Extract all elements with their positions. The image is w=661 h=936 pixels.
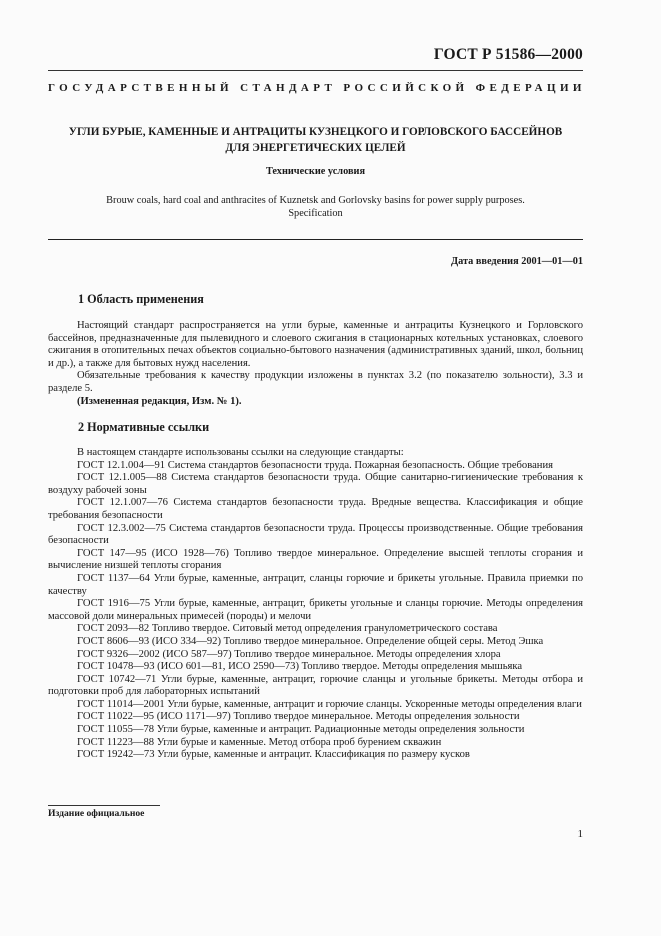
reference-item: ГОСТ 1916—75 Угли бурые, каменные, антрацит, брикеты угольные и сланцы горючие. Методы определения массовой доли минеральных примесей (породы) и мелочи: [48, 598, 583, 622]
reference-item: ГОСТ 1137—64 Угли бурые, каменные, антрацит, сланцы горючие и брикеты угольные. Правила приемки по качеству: [48, 572, 583, 597]
reference-item: ГОСТ 11014—2001 Угли бурые, каменные, антрацит и горючие сланцы. Ускоренные методы определения влаги: [77, 698, 582, 710]
section-2-heading: 2 Нормативные ссылки: [78, 420, 210, 434]
section-1-amendment: (Измененная редакция, Изм. № 1).: [77, 395, 242, 407]
standard-number: ГОСТ Р 51586—2000: [433, 46, 583, 63]
reference-item: ГОСТ 11055—78 Угли бурые, каменные и антрацит. Радиационные методы определения зольности: [77, 724, 525, 736]
reference-item: ГОСТ 12.1.005—88 Система стандартов безопасности труда. Общие санитарно-гигиенические требования к воздуху рабочей зоны: [48, 472, 583, 496]
footer-divider: [48, 805, 160, 806]
section-1-paragraph-1: Настоящий стандарт распространяется на угли бурые, каменные и антрациты Кузнецкого и Горловского бассейнов, предназначенные для пылевидного и слоевого сжигания в стационарных котельных установках, слоевого сжигания в отопительных печах объектов социально-бытового назначения (административных зданий, школ, больниц и др.), а также для бытовых нужд населения.: [48, 320, 583, 369]
reference-item: ГОСТ 19242—73 Угли бурые, каменные и антрацит. Классификация по размеру кусков: [77, 749, 470, 761]
title-divider: [48, 239, 583, 240]
organization-heading: ГОСУДАРСТВЕННЫЙ СТАНДАРТ РОССИЙСКОЙ ФЕДЕРАЦИИ: [48, 82, 586, 94]
reference-item: ГОСТ 12.1.004—91 Система стандартов безопасности труда. Пожарная безопасность. Общие требования: [77, 459, 553, 471]
reference-item: ГОСТ 10742—71 Угли бурые, каменные, антрацит, горючие сланцы и угольные брикеты. Методы отбора и подготовки проб для лабораторных испытаний: [48, 673, 583, 698]
reference-item: ГОСТ 147—95 (ИСО 1928—76) Топливо твердое минеральное. Определение высшей теплоты сгорания и вычисление низшей теплоты сгорания: [48, 547, 583, 572]
reference-item: ГОСТ 8606—93 (ИСО 334—92) Топливо твердое минеральное. Определение общей серы. Метод Эшка: [77, 635, 544, 647]
title-line-1: УГЛИ БУРЫЕ, КАМЕННЫЕ И АНТРАЦИТЫ КУЗНЕЦКОГО И ГОРЛОВСКОГО БАССЕЙНОВ: [68, 126, 563, 138]
reference-item: ГОСТ 11223—88 Угли бурые и каменные. Метод отбора проб бурением скважин: [77, 736, 442, 748]
page-number: 1: [577, 828, 583, 840]
document-subtitle: Технические условия: [265, 166, 366, 177]
english-title-line-1: Brouw coals, hard coal and anthracites of Kuznetsk and Gorlovsky basins for power supply purposes.: [106, 195, 525, 206]
english-title: [48, 194, 583, 220]
section-1-paragraph-2: Обязательные требования к качеству продукции изложены в пунктах 3.2 (по показателю зольности), 3.3 и разделе 5.: [48, 370, 583, 394]
section-1-body: [48, 320, 583, 408]
reference-item: ГОСТ 12.3.002—75 Система стандартов безопасности труда. Процессы производственные. Общие требования безопасности: [48, 522, 583, 547]
edition-label: Издание официальное: [48, 808, 145, 819]
reference-item: ГОСТ 9326—2002 (ИСО 587—97) Топливо твердое минеральное. Методы определения хлора: [77, 648, 501, 660]
effective-date: Дата введения 2001—01—01: [451, 256, 583, 267]
document-title: [48, 124, 583, 156]
title-line-2: ДЛЯ ЭНЕРГЕТИЧЕСКИХ ЦЕЛЕЙ: [225, 142, 406, 154]
header-divider: [48, 70, 583, 71]
reference-item: ГОСТ 2093—82 Топливо твердое. Ситовый метод определения гранулометрического состава: [77, 623, 498, 635]
section-2-intro: В настоящем стандарте использованы ссылки на следующие стандарты:: [77, 447, 404, 458]
reference-item: ГОСТ 12.1.007—76 Система стандартов безопасности труда. Вредные вещества. Классификация и общие требования безопасности: [48, 497, 583, 521]
section-2-body: [48, 447, 583, 762]
reference-item: ГОСТ 11022—95 (ИСО 1171—97) Топливо твердое минеральное. Методы определения зольности: [77, 711, 520, 723]
reference-item: ГОСТ 10478—93 (ИСО 601—81, ИСО 2590—73) Топливо твердое. Методы определения мышьяка: [77, 661, 523, 673]
english-title-line-2: Specification: [288, 208, 343, 219]
section-1-heading: 1 Область применения: [78, 292, 204, 306]
